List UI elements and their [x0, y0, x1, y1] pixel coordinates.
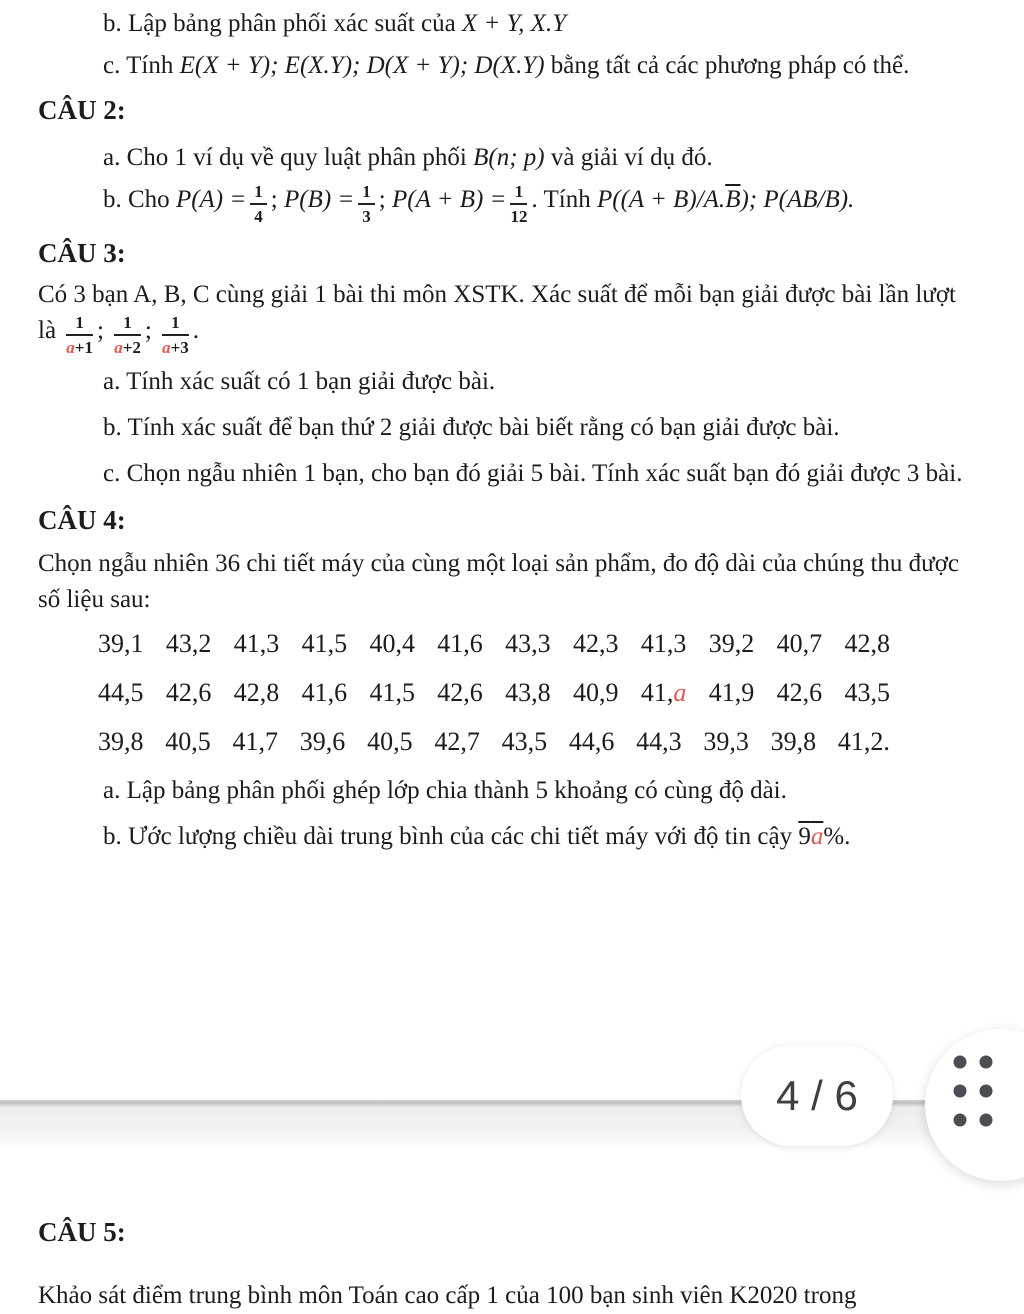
cau5-heading: CÂU 5:	[38, 1217, 126, 1247]
data-cell: 40,9	[573, 678, 619, 707]
cau4-b-post: %.	[823, 823, 851, 850]
data-cell: 43,8	[505, 678, 551, 707]
fraction-denominator: 12	[510, 207, 528, 226]
cau2-item-b	[103, 182, 979, 225]
fraction-denominator	[114, 336, 141, 356]
cau4-b-pre: b. Ước lượng chiều dài trung bình của các chi tiết máy với độ tin cậy	[103, 823, 799, 850]
cau2-b-sep-2: ;	[378, 186, 392, 213]
cau2-b-math-2: P(B) =	[283, 186, 355, 213]
red-variable-a: a	[114, 338, 123, 357]
data-cell: 41,2.	[837, 727, 890, 756]
cau1-item-b-math: X + Y, X.Y	[461, 10, 567, 37]
cau2-b-pre: b. Cho	[103, 186, 176, 213]
data-cell: 44,5	[98, 678, 144, 707]
data-cell: 42,7	[434, 727, 480, 756]
denominator-rest: +2	[122, 338, 141, 357]
data-cell: 43,2	[165, 629, 212, 658]
red-variable-a: a	[810, 823, 824, 850]
cau2-b-math-3: P(A + B) =	[391, 186, 507, 213]
red-variable-a: a	[66, 338, 75, 357]
cau2-heading: CÂU 2:	[38, 95, 126, 125]
fraction-1-3	[358, 183, 375, 225]
data-cell: 42,6	[437, 678, 483, 707]
cau1-item-c	[103, 48, 979, 84]
fraction-denominator: 4	[254, 207, 263, 226]
data-cell: 40,7	[776, 629, 823, 658]
cau3-intro-text: Có 3 bạn A, B, C cùng giải 1 bài thi môn XSTK. Xác suất để mỗi bạn giải được bài lần lượt là	[38, 281, 956, 344]
cau1-item-c-math: E(X + Y); E(X.Y); D(X + Y); D(X.Y)	[179, 52, 545, 79]
data-cell: 43,5	[844, 678, 890, 707]
cau5-intro: Khảo sát điểm trung bình môn Toán cao cấp 1 của 100 bạn sinh viên K2020 trong	[38, 1282, 857, 1309]
cau3-sep-2: ;	[144, 317, 159, 344]
cau1-item-b	[103, 6, 979, 42]
cau1-item-c-pre: c. Tính	[103, 52, 180, 79]
data-cell: 43,5	[501, 727, 548, 756]
data-cell: 41,6	[437, 629, 483, 658]
fraction-numerator: 1	[358, 183, 375, 205]
cau3-item-c: c. Chọn ngẫu nhiên 1 bạn, cho bạn đó giải 5 bài. Tính xác suất bạn đó giải được 3 bài.	[103, 460, 963, 487]
fraction-denominator: 3	[362, 207, 371, 226]
cau4-heading: CÂU 4:	[38, 505, 126, 535]
six-dot-grid-icon	[943, 1065, 1024, 1145]
data-cell: 40,4	[369, 629, 415, 658]
fraction-1-over-a-plus-2	[114, 314, 141, 356]
cau3-item-b: b. Tính xác suất để bạn thứ 2 giải được bài biết rằng có bạn giải được bài.	[103, 414, 840, 441]
cau2-b-math-4: P((A + B)/A.	[597, 186, 726, 213]
data-cell: 41,9	[708, 678, 755, 707]
b-complement-bar: $\overline{B}$	[725, 186, 741, 213]
data-cell: 42,6	[776, 678, 823, 707]
cau3-period: .	[192, 317, 200, 344]
fraction-numerator: 1	[66, 314, 93, 336]
red-variable-a: a	[162, 338, 171, 357]
data-row	[98, 626, 890, 662]
data-cell: 39,3	[703, 727, 749, 756]
measurement-grid	[98, 626, 890, 760]
cau2-a-pre: a. Cho 1 ví dụ về quy luật phân phối	[103, 144, 474, 171]
cau4-item-a: a. Lập bảng phân phối ghép lớp chia thành 5 khoảng có cùng độ dài.	[103, 777, 787, 804]
cau2-b-math-5: ); P(AB/B).	[740, 186, 855, 213]
data-cell: 41,5	[369, 678, 415, 707]
data-cell: 39,2	[708, 629, 755, 658]
cau2-b-sep-3: . Tính	[531, 186, 597, 213]
fraction-1-over-a-plus-3	[162, 314, 189, 356]
cau3-item-a: a. Tính xác suất có 1 bạn giải được bài.	[103, 368, 496, 395]
data-cell: 39,1	[98, 629, 144, 658]
fraction-1-4	[250, 183, 267, 225]
denominator-rest: +1	[74, 338, 93, 357]
data-cell: 44,3	[636, 727, 682, 756]
data-cell: 40,5	[367, 727, 413, 756]
data-cell: 41,7	[232, 727, 279, 756]
data-cell: 42,6	[165, 678, 212, 707]
data-cell: 39,8	[770, 727, 817, 756]
cau2-a-math: B(n; p)	[473, 144, 545, 171]
data-cell: 41,6	[301, 678, 348, 707]
fraction-1-12	[510, 183, 527, 225]
cau3-sep-1: ;	[96, 317, 111, 344]
data-cell: 42,3	[573, 629, 619, 658]
cau1-item-b-text: b. Lập bảng phân phối xác suất của	[103, 10, 462, 37]
cau2-b-sep-1: ;	[270, 186, 284, 213]
cau4-intro: Chọn ngẫu nhiên 36 chi tiết máy của cùng một loại sản phẩm, đo độ dài của chúng thu được số liệu sau:	[38, 550, 960, 613]
fraction-denominator	[66, 336, 93, 356]
document-page-5	[0, 1214, 1024, 1314]
data-cell: 39,8	[98, 727, 144, 756]
confidence-level	[798, 823, 823, 850]
fraction-denominator	[162, 336, 189, 356]
grip-button[interactable]	[925, 1029, 1024, 1181]
page-indicator[interactable]	[741, 1045, 893, 1146]
data-cell: 39,6	[299, 727, 346, 756]
cau1-item-c-post: bằng tất cả các phương pháp có thể.	[544, 52, 910, 79]
cau2-item-a	[103, 140, 979, 176]
data-cell: 41,3	[640, 629, 687, 658]
data-row	[98, 724, 890, 760]
cau3-intro	[38, 277, 979, 356]
fraction-numerator: 1	[114, 314, 141, 336]
fraction-1-over-a-plus-1	[66, 314, 93, 356]
fraction-numerator: 1	[250, 183, 267, 205]
denominator-rest: +3	[170, 338, 189, 357]
cau2-a-post: và giải ví dụ đó.	[544, 144, 713, 171]
data-cell: 41,5	[301, 629, 348, 658]
data-row	[98, 675, 890, 711]
data-cell: 41,a	[640, 678, 687, 707]
data-cell: 41,3	[233, 629, 280, 658]
data-cell: 44,6	[568, 727, 615, 756]
cau2-b-math-1: P(A) =	[175, 186, 247, 213]
fraction-numerator: 1	[162, 314, 189, 336]
cau3-heading: CÂU 3:	[38, 238, 126, 268]
confidence-digit: 9	[798, 823, 811, 850]
fraction-numerator: 1	[510, 183, 527, 205]
data-cell: 40,5	[165, 727, 211, 756]
page-indicator-label: 4 / 6	[776, 1071, 858, 1119]
data-cell: 42,8	[233, 678, 280, 707]
cau4-item-b	[103, 819, 979, 855]
data-cell: 42,8	[844, 629, 890, 658]
data-cell: 43,3	[505, 629, 551, 658]
